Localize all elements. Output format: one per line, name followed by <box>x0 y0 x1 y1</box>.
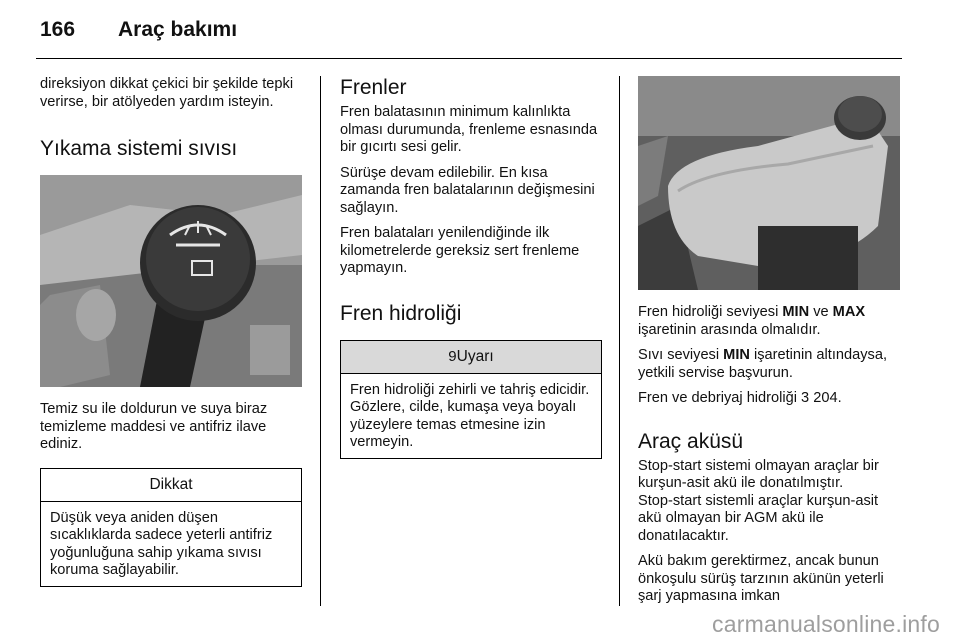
text-run: Fren ve debriyaj hidroliği <box>638 390 802 406</box>
section-heading-washer-fluid: Yıkama sistemi sıvısı <box>40 137 238 160</box>
column-1 <box>40 76 302 587</box>
warning-title: Uyarı <box>456 347 494 365</box>
text-run: işaretinin arasında olmalıdır. <box>638 321 821 338</box>
battery-paragraph-3: Akü bakım gerektirmez, ancak bunun önkoşulu sürüş tarzının akünün yeterli şarj yapmasına imkan <box>638 553 884 604</box>
warning-box <box>340 340 602 459</box>
brakes-paragraph-2: Sürüşe devam edilebilir. En kısa zamanda fren balatalarının değişmesini sağlayın. <box>340 164 595 216</box>
section-heading-brakes: Frenler <box>340 76 407 99</box>
brake-clutch-fluid-ref <box>638 390 902 408</box>
washer-fluid-reservoir-photo <box>40 175 302 387</box>
page-ref-link[interactable]: 204. <box>809 390 842 406</box>
page-title: Araç bakımı <box>118 18 238 41</box>
text-run: Fren hidroliği seviyesi <box>638 304 783 320</box>
watermark: carmanualsonline.info <box>712 611 940 637</box>
intro-paragraph: direksiyon dikkat çekici bir şekilde tepki verirse, bir atölyeden yardım isteyin. <box>40 76 294 110</box>
warning-header <box>341 341 601 374</box>
battery-paragraph-1: Stop-start sistemi olmayan araçlar bir kurşun-asit akü ile donatılmıştır. <box>638 457 879 491</box>
washer-fluid-text: Temiz su ile doldurun ve suya biraz temizleme maddesi ve antifriz ilave ediniz. <box>40 401 268 452</box>
notice-body: Düşük veya aniden düşen sıcaklıklarda sadece yeterli antifriz yoğunluğuna sahip yıkama sıvısı koruma sağlayabilir. <box>50 509 273 578</box>
section-heading-brake-fluid: Fren hidroliği <box>340 301 462 325</box>
max-label: MAX <box>832 304 866 320</box>
brakes-paragraph-1: Fren balatasının minimum kalınlıkta olması durumunda, frenleme esnasında bir gıcırtı sesi gelir. <box>340 104 598 155</box>
column-3 <box>638 76 902 614</box>
battery-paragraph-2: Stop-start sistemli araçlar kurşun-asit akü olmayan bir AGM akü ile donatılacaktır. <box>638 492 879 544</box>
column-divider-1 <box>320 76 321 606</box>
text-run: ve <box>809 304 833 320</box>
min-label: MIN <box>782 304 810 320</box>
warning-body: Fren hidroliği zehirli ve tahriş edicidir. Gözlere, cilde, kumaşa veya boyalı yüzeylere temas etmesine izin vermeyin. <box>350 381 590 450</box>
section-heading-battery: Araç aküsü <box>638 429 744 453</box>
brake-fluid-level-text <box>638 304 902 339</box>
brakes-paragraph-3: Fren balataları yenilendiğinde ilk kilometrelerde gereksiz sert frenleme yapmayın. <box>340 225 580 276</box>
column-divider-2 <box>619 76 620 606</box>
notice-body-container <box>41 502 301 586</box>
brake-fluid-low-text <box>638 347 902 382</box>
warning-icon: 9 <box>448 347 457 365</box>
page-ref-arrow-icon[interactable]: 3 <box>801 390 810 406</box>
column-2 <box>340 76 602 459</box>
brake-fluid-reservoir-photo <box>638 76 900 290</box>
min-label: MIN <box>723 347 750 363</box>
warning-body-container <box>341 374 601 458</box>
text-run: Sıvı seviyesi <box>638 347 724 363</box>
page-number: 166 <box>40 18 76 41</box>
text-run: işaretinin altındaysa, yetkili servise başvurun. <box>638 347 888 381</box>
notice-box <box>40 468 302 587</box>
notice-title: Dikkat <box>41 469 301 502</box>
header-divider <box>36 58 902 59</box>
